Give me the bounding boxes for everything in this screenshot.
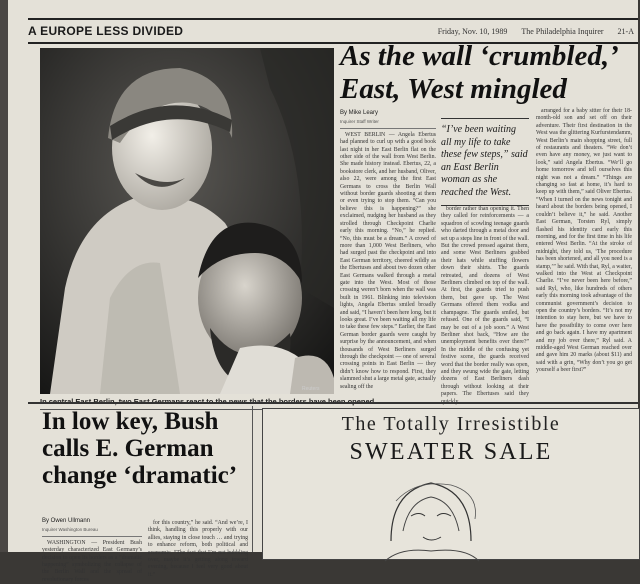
byline-title: Inquirer Staff Writer: [340, 118, 436, 128]
paper-name: The Philadelphia Inquirer: [521, 26, 604, 36]
ad-tagline: The Totally Irresistible: [341, 413, 561, 435]
photo-credit: Reuters: [302, 386, 320, 392]
section-divider: [28, 402, 638, 404]
main-headline: [340, 40, 636, 106]
page-spine: [0, 0, 8, 552]
column-1-text: WEST BERLIN — Angela Ebertus had planned to curl up with a good book last night in her East Berlin flat on the other side of the wall from West Berlin. She made history instead. Ebertus, 22, a bookstore clerk, and her husband, Oliver, also 22, were among the first East Germans to cross the Berlin Wall without border guards shooting at them or even trying to stop them. “Can you believe this is happening?” she exclaimed, nudging her husband as they strolled through Checkpoint Charlie early this morning. “No,” he replied. “No, this must be a dream.” A crowd of more than 1,000 West Berliners, who had surged past the checkpoint and into East German territory, cheered wildly as the Ebertuses and about two dozen other East Germans walked through a metal gate into the West. Most of those crossing weren’t born when the wall was built in 1961. Blinking into television lights, Angela Ebertus smiled broadly and said, “I haven’t been here long, but it looks great. I’ve been waiting all my life to take these few steps.” Earlier, the East German border guards were caught by surprise by the announcement, and when thousands of West Berliners surged through the checkpoint — one of several crossing points in East Berlin — they didn’t know how to respond. First, they slammed shut a large metal gate, actually sealing off the: [340, 131, 436, 390]
section-title: A EUROPE LESS DIVIDED: [28, 24, 184, 38]
column-divider: [252, 406, 253, 552]
ad-illustration: [361, 471, 501, 561]
sweater-sale-ad: [262, 408, 640, 560]
story-column-2: [441, 206, 529, 400]
story-column-1: [340, 110, 436, 400]
dateline: [438, 27, 638, 36]
news-photo: [40, 48, 334, 394]
column-2-text: border rather than opening it. Then they called for reinforcements — a squadron of scowling teenage guards who darted through a metal door and set up a steps line in front of the wall. But the crowd pressed against them, and some West Berliners grabbed their hats while stuffing flowers down their shirts. The guards retreated, and dozens of West Berliners climbed on top of the wall. At first, the guards tried to push them, but gave up. The West Germans offered them vodka and champagne. The guards smiled, but refused. One of the guards said, “I may be out of a job soon.” A West Berliner shot back, “How are the unemployment benefits over there?” In the middle of the confusing yet festive scene, the guards received word that the border really was open, and they swung wide the gate, letting dozens of East Berliners dash through without looking at their papers. The Ebertuses said they: [441, 206, 529, 398]
headline-line-2: East, West mingled: [340, 73, 567, 105]
ad-title: SWEATER SALE: [349, 439, 553, 465]
secondary-column-2-text: for this country,” he said. “And we’re, I think, handling this properly with our allies, staying in close touch … and trying to enhance reform, both political and economic. “The fact that I’m not bubbling over, maybe it’s getting along toward evening, because I feel very good about it.”: [148, 520, 248, 578]
byline: By Mike Leary: [340, 110, 379, 116]
newspaper-page: [8, 0, 638, 583]
secondary-byline-title: Inquirer Washington Bureau: [42, 526, 142, 536]
pull-quote: “I’ve been waiting all my life to take these few steps,” said an East Berlin woman as she reached the West.: [441, 118, 529, 206]
secondary-byline: By Owen Ullmann: [42, 518, 91, 524]
page-number: 21-A: [617, 26, 634, 36]
column-3-text: arranged for a baby sitter for their 18-month-old son and set off on their adventure. Their first destination in the West was the glittering Kurfurstendamm, West Berlin’s main shopping street, full of restaurants and theaters. “We don’t even have any money, we just want to look,” said Angela Ebertus. “We’ll go home tomorrow and tell ourselves this night was not a dream.” “Things are changing so fast at home, it’s hard to keep up with them,” said Oliver Ebertus. “When I turned on the news tonight and heard about the borders being opened, I couldn’t believe it,” he said. Another East German, Torsten Ryl, simply flashed his identity card early this morning, and for the first time in his life entered West Berlin. “At the stroke of midnight, they told us, ‘The procedure has been shortened, and all you need is a stamp,’” he said. With that, Ryl, a waiter, walked into the West at Checkpoint Charlie. “I’ve never been here before,” said Ryl, who, like hundreds of others early this morning took advantage of the communist government’s decision to open the country’s borders. “It’s not my intention to stay here, but we have to have the possibility to come over here and go back again. I have my apartment and my job over there,” Ryl said. A middle-aged West German reached over and gave him 20 marks (about $11) and said with a grin, “Why don’t you go get yourself a beer first?”: [536, 108, 632, 374]
secondary-column-1: [42, 518, 142, 583]
secondary-headline: In low key, Bush calls E. German change ‘dramatic’: [42, 408, 238, 489]
issue-date: Friday, Nov. 10, 1989: [437, 26, 508, 36]
secondary-column-2: [148, 520, 248, 578]
story-column-3: [536, 108, 632, 400]
headline-line-1: As the wall ‘crumbled,’: [340, 40, 619, 72]
secondary-column-1-text: WASHINGTON — President Bush yesterday characterized East Germany’s decision to open its borders as a “dramatic happening” symbolizing the collapse of the Berlin Wall and the spread of revolutionary forces: [42, 539, 142, 583]
